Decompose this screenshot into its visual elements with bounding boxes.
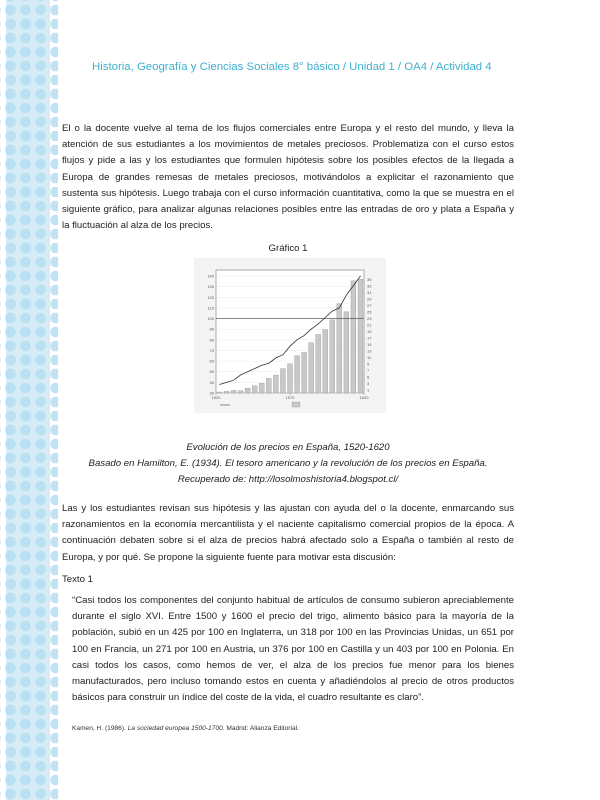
bar xyxy=(309,343,314,393)
right-tick-label: 33 xyxy=(367,283,372,289)
bar xyxy=(231,390,236,393)
bar xyxy=(288,364,293,393)
right-tick-label: 25 xyxy=(367,309,372,315)
left-tick-label: 130 xyxy=(207,284,214,290)
right-tick-label: 31 xyxy=(367,289,372,295)
bar xyxy=(252,386,257,393)
left-tick-label: 120 xyxy=(207,294,214,300)
right-tick-label: 3 xyxy=(367,380,370,386)
quote-text: “Casi todos los componentes del conjunto habitual de artículos de consumo subieron apreciablemente durante el siglo XVI. Entre 1500 y 1600 el precio del trigo, alimento básico para la mayoría de la población, subió en un 425 por 100 en Inglaterra, un 318 por 100 en las Provincias Unidas, un 651 por 100 en Francia, un 271 por 100 en Austria, un 376 por 100 en Castilla y un 403 por 100 en Polonia. En casi todos los casos, como hemos de ver, el alza de los precios fue menor para los bienes manufacturados, pero incluso tomando estos en cuenta y añadiéndolos al precio de otros productos básicos para construir un índice del coste de la vida, el cuadro resultante es claro”. xyxy=(72,595,514,704)
bar xyxy=(323,330,328,393)
reference-author: Kamen, H. (1986). xyxy=(72,725,126,732)
bar xyxy=(266,378,271,393)
chart-image xyxy=(194,258,386,413)
bar xyxy=(316,335,321,394)
bar xyxy=(217,392,222,393)
price-chart xyxy=(194,258,386,413)
left-tick-label: 140 xyxy=(207,273,214,279)
x-tick-label: 1520 xyxy=(211,395,221,400)
left-tick-label: 80 xyxy=(209,337,214,343)
right-tick-label: 35 xyxy=(367,276,372,282)
bar xyxy=(302,352,307,393)
left-tick-label: 60 xyxy=(209,358,214,364)
source-label: Texto 1 xyxy=(62,574,93,585)
left-tick-label: 50 xyxy=(209,369,214,375)
right-tick-label: 9 xyxy=(367,361,370,367)
caption-url: Recuperado de: http://losolmoshistoria4.blogspot.cl/ xyxy=(177,474,399,485)
left-tick-label: 110 xyxy=(207,305,214,311)
left-tick-label: 100 xyxy=(207,316,214,322)
bar xyxy=(358,279,363,393)
bar xyxy=(337,304,342,393)
bar xyxy=(245,388,250,393)
bar xyxy=(280,369,285,393)
caption-title: Evolución de los precios en España, 1520-1620 xyxy=(186,442,390,453)
bar xyxy=(351,281,356,393)
page-header: Historia, Geografía y Ciencias Sociales 8° básico / Unidad 1 / OA4 / Actividad 4 xyxy=(92,61,492,73)
right-tick-label: 1 xyxy=(367,387,370,393)
x-tick-label: 1570 xyxy=(285,395,295,400)
bar xyxy=(273,375,278,393)
discussion-paragraph: Las y los estudiantes revisan sus hipótesis y las ajustan con ayuda del o la docente, enmarcando sus razonamientos en la economía mercantilista y el naciente capitalismo comercial propios de la época. A continuación debaten sobre si el alza de precios habrá afectado solo a España o también al resto de Europa, y por qué. Se propone la siguiente fuente para motivar esta discusión: xyxy=(62,503,514,563)
reference-publisher: Madrid: Alianza Editorial. xyxy=(226,725,299,732)
quote-reference xyxy=(72,725,299,732)
figure-caption xyxy=(62,440,514,488)
left-tick-label: 90 xyxy=(209,326,214,332)
decorative-side-strip xyxy=(0,0,58,800)
right-tick-label: 21 xyxy=(367,322,372,328)
right-tick-label: 5 xyxy=(367,374,370,380)
caption-source: Basado en Hamilton, E. (1934). El tesoro americano y la revolución de los precios en España. xyxy=(88,458,488,469)
bar xyxy=(224,391,229,393)
legend-bar-swatch xyxy=(292,402,300,407)
right-tick-label: 11 xyxy=(367,354,372,360)
bar xyxy=(330,320,335,393)
right-tick-label: 17 xyxy=(367,335,372,341)
x-tick-label: 1620 xyxy=(359,395,369,400)
bar xyxy=(344,312,349,393)
right-tick-label: 15 xyxy=(367,341,372,347)
bar xyxy=(238,391,243,393)
right-tick-label: 7 xyxy=(367,367,370,373)
right-tick-label: 27 xyxy=(367,302,372,308)
right-tick-label: 13 xyxy=(367,348,372,354)
left-tick-label: 30 xyxy=(209,390,214,396)
intro-paragraph: El o la docente vuelve al tema de los flujos comerciales entre Europa y el resto del mundo, y lleva la atención de sus estudiantes a los movimientos de metales preciosos. Problematiza con el curso estos flujos y pide a las y los estudiantes que formulen hipótesis sobre los posibles efectos de la llegada a Europa de grandes remesas de metales preciosos, motivándolos a explicitar el razonamiento que sustenta sus hipótesis. Luego trabaja con el curso información cuantitativa, como la que se muestra en el siguiente gráfico, para analizar algunas relaciones posibles entre las entradas de oro y plata a España y la fluctuación al alza de los precios. xyxy=(62,123,514,232)
right-tick-label: 29 xyxy=(367,296,372,302)
right-tick-label: 23 xyxy=(367,315,372,321)
left-tick-label: 70 xyxy=(209,347,214,353)
left-tick-label: 40 xyxy=(209,379,214,385)
figure-label: Gráfico 1 xyxy=(268,243,308,254)
right-tick-label: 19 xyxy=(367,328,372,334)
reference-title: La sociedad europea 1500-1700. xyxy=(127,725,225,732)
bar xyxy=(259,383,264,393)
bar xyxy=(295,356,300,393)
